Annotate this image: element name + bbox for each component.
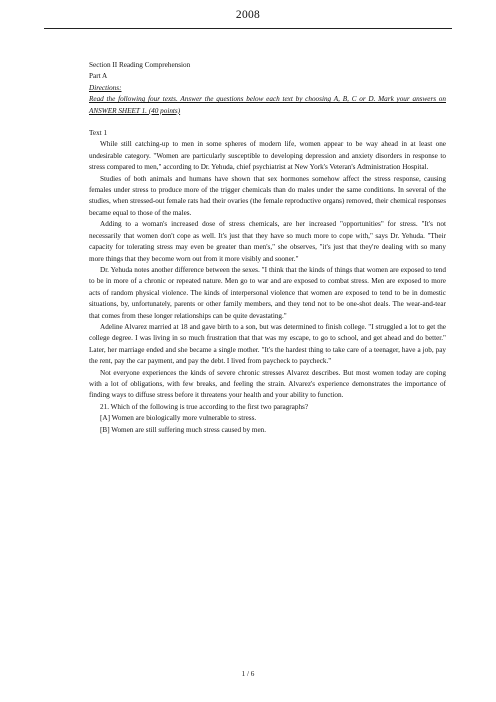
section-title: Section II Reading Comprehension [89,61,191,69]
paragraph-1: While still catching-up to men in some spheres of modern life, women appear to be way ahead in at least one undesirable category. "Women are particularly susceptible to developing depression and anxiety disorders in response to stress compared to men," according to Dr. Yehuda, chief psychiatrist at New York's Veteran's Administration Hospital. [89,140,446,172]
paragraph-6: Not everyone experiences the kinds of severe chronic stresses Alvarez describes. But most women today are coping with a lot of obligations, with few breaks, and feeling the strain. Alvarez's experience demonstrates the importance of finding ways to diffuse stress before it threatens your health and your ability to function. [89,368,446,400]
text-label: Text 1 [89,129,108,138]
page-header-title: 2008 [235,9,261,21]
spacer [89,117,446,128]
question-option-b: [B] Women are still suffering much stress caused by men. [100,425,267,434]
header-rule [44,28,452,29]
part-label: Part A [89,72,108,81]
question-stem: 21. Which of the following is true according to the first two paragraphs? [100,402,309,411]
paragraph-5: Adeline Alvarez married at 18 and gave birth to a son, but was determined to finish college. "I struggled a lot to get the college degree. I was living in so much frustration that that was my escape, to go to school, and get ahead and do better." Later, her marriage ended and she became a single mother. "It's the hardest thing to take care of a teenager, have a job, pay the rent, pay the car payment, and pay the debt. I lived from paycheck to paycheck." [89,322,446,366]
page-number: 1 / 6 [241,670,255,678]
paragraph-4: Dr. Yehuda notes another difference between the sexes. "I think that the kinds of things that women are exposed to tend to be in more of a chronic or repeated nature. Men go to war and are exposed to combat stress. Men are exposed to more acts of random physical violence. The kinds of interpersonal violence that women are exposed to tend to be in domestic situations, by, unfortunately, parents or other family members, and they tend not to be one-shot deals. The wear-and-tear that comes from these longer relationships can be quite devastating." [89,265,446,320]
question-option-a: [A] Women are biologically more vulnerable to stress. [100,414,257,423]
directions-text: Read the following four texts. Answer the questions below each text by choosing A, B, C or D. Mark your answers on ANSWER SHEET 1. (40 points) [89,95,446,115]
paragraph-2: Studies of both animals and humans have shown that sex hormones somehow affect the stress response, causing females under stress to produce more of the trigger chemicals than do males under the same conditions. In several of the studies, when stressed-out female rats had their ovaries (the female reproductive organs) removed, their chemical responses became equal to those of the males. [89,174,446,217]
document-body [89,60,446,436]
directions-label: Directions: [89,83,122,92]
paragraph-3: Adding to a woman's increased dose of stress chemicals, are her increased "opportunities" for stress. "It's not necessarily that women don't cope as well. It's just that they have so much more to cope with," says Dr. Yehuda. "Their capacity for tolerating stress may even be greater than men's," she observes, "it's just that they're dealing with so many more things that they become worn out from it more visibly and sooner." [89,220,446,263]
